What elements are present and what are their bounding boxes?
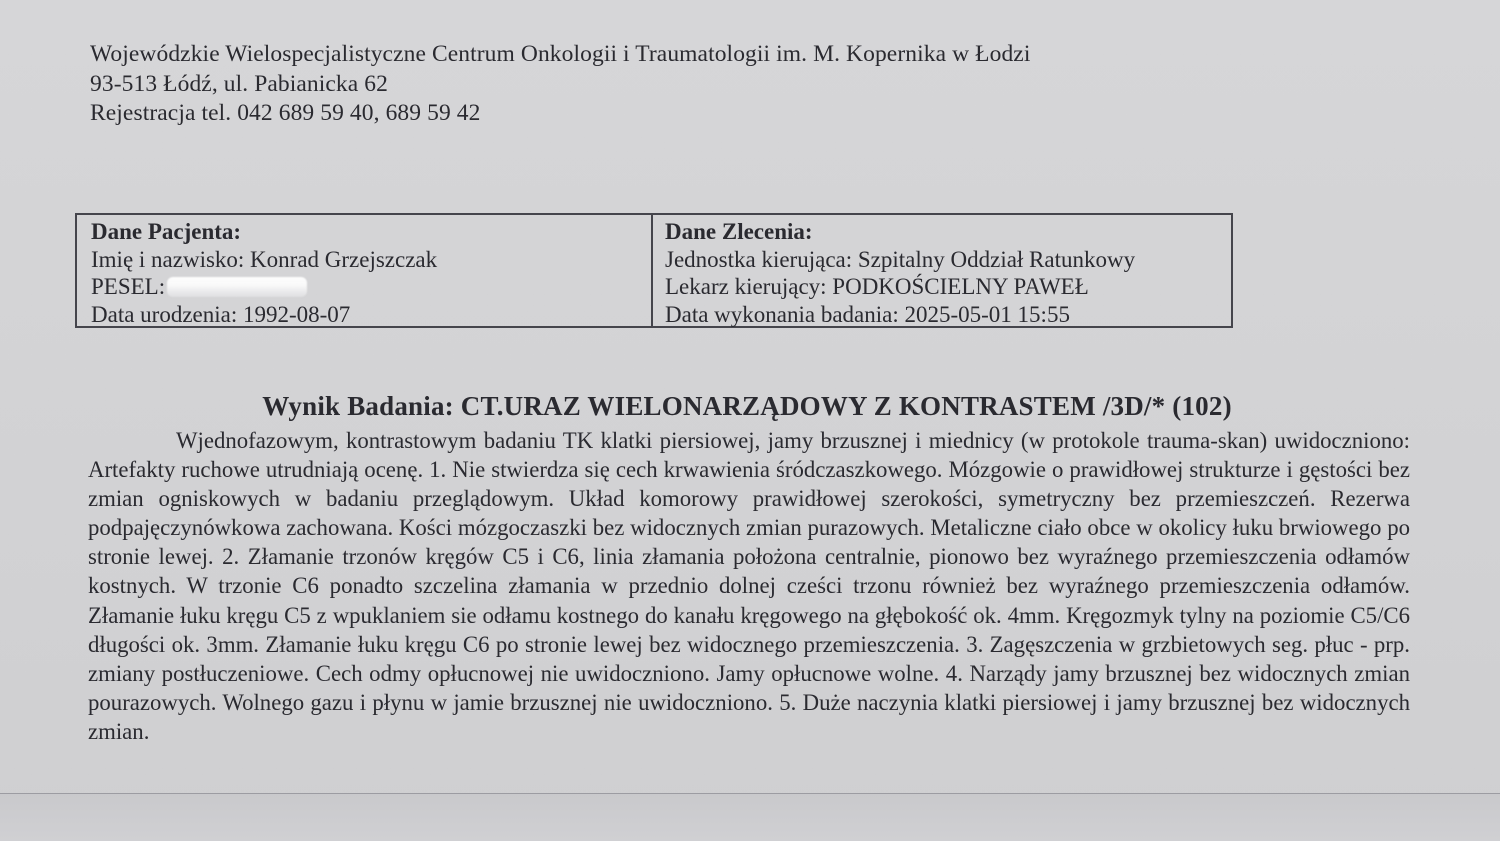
order-data-section [653,215,1231,326]
info-table [75,213,1233,328]
pesel-label: PESEL: [91,274,166,299]
patient-pesel [91,273,651,301]
patient-data-title: Dane Pacjenta: [91,219,242,244]
result-body: Wjednofazowym, kontrastowym badaniu TK klatki piersiowej, jamy brzusznej i miednicy (w protokole trauma-skan) uwidoczniono: Artefakty ruchowe utrudniają ocenę. 1. Nie stwierdza się cech krwawienia śródczaszkowego. Mózgowie o prawidłowej strukturze i gęstości bez zmian ogniskowych w badaniu przeglądowym. Układ komorowy prawidłowej szerokości, symetryczny bez przemieszczeń. Rezerwa podpajęczynówkowa zachowana. Kości mózgoczaszki bez widocznych zmian purazowych. Metaliczne ciało obce w okolicy łuku brwiowego po stronie lewej. 2. Złamanie trzonów kręgów C5 i C6, linia złamania położona centralnie, pionowo bez wyraźnego przemieszczenia odłamów kostnych. W trzonie C6 ponadto szczelina złamania w przednio dolnej cześci trzonu również bez wyraźnego przemieszczenia odłamów. Złamanie łuku kręgu C5 z wpuklaniem sie odłamu kostnego do kanału kręgowego na głębokość ok. 4mm. Kręgozmyk tylny na poziomie C5/C6 długości ok. 3mm. Złamanie łuku kręgu C6 po stronie lewej bez widocznego przemieszczenia. 3. Zagęszczenia w grzbietowych seg. płuc - prp. zmiany postłuczeniowe. Cech odmy opłucnowej nie uwidoczniono. Jamy opłucnowe wolne. 4. Narządy jamy brzusznej bez widocznych zmian pourazowych. Wolnego gazu i płynu w jamie brzusznej nie uwidoczniono. 5. Duże naczynia klatki piersiowej i jamy brzusznej bez widocznych zmian. [88,428,1410,744]
patient-birth-date: Data urodzenia: 1992-08-07 [91,301,351,327]
patient-data-section [77,215,653,326]
referring-doctor: Lekarz kierujący: PODKOŚCIELNY PAWEŁ [665,274,1089,299]
exam-date: Data wykonania badania: 2025-05-01 15:55 [665,301,1070,327]
institution-name: Wojewódzkie Wielospecjalistyczne Centrum Onkologii i Traumatologii im. M. Kopernika w Łodzi [90,41,1031,67]
redaction-mark [167,277,307,297]
order-data-title: Dane Zlecenia: [665,219,813,244]
referring-unit: Jednostka kierująca: Szpitalny Oddział Ratunkowy [665,246,1136,272]
institution-phone: Rejestracja tel. 042 689 59 40, 689 59 42 [90,100,481,126]
result-title: Wynik Badania: CT.URAZ WIELONARZĄDOWY Z KONTRASTEM /3D/* (102) [262,391,1232,421]
institution-header [90,40,1030,129]
patient-name: Imię i nazwisko: Konrad Grzejszczak [91,246,438,272]
page-edge [0,793,1500,841]
institution-address: 93-513 Łódź, ul. Pabianicka 62 [90,70,388,97]
